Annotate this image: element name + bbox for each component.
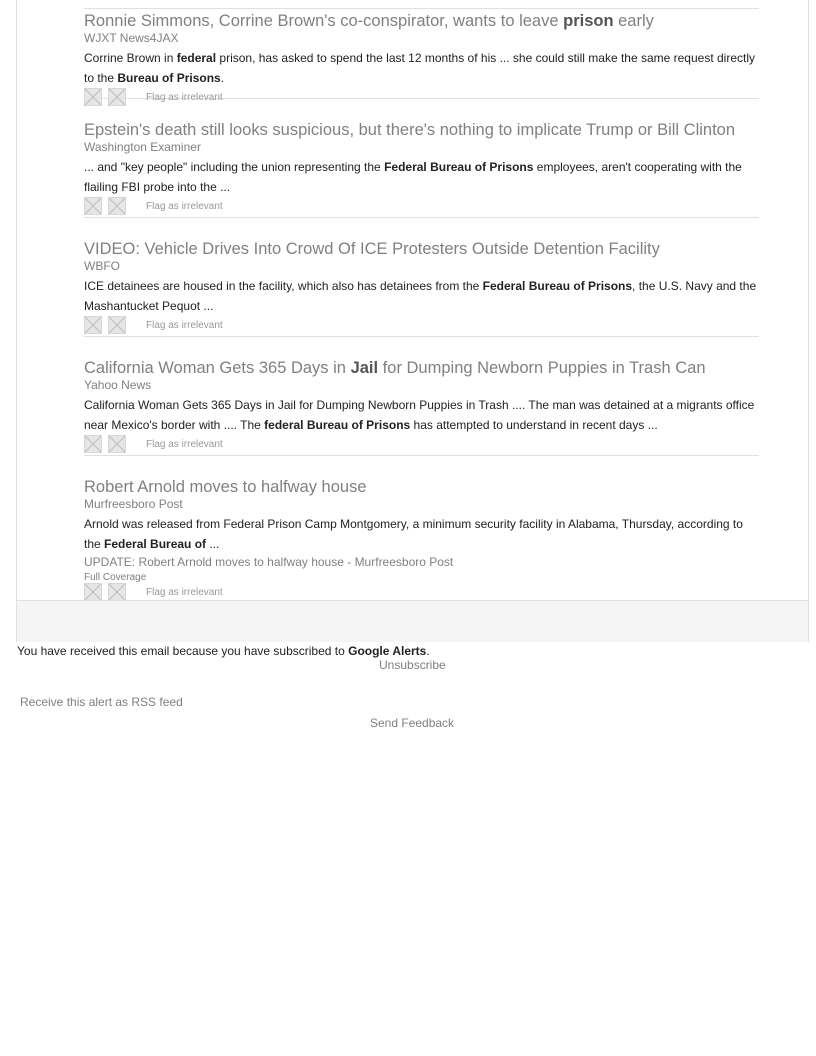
- highlighted-term: Federal Bureau of Prisons: [482, 279, 633, 293]
- flag-irrelevant-link[interactable]: Flag as irrelevant: [146, 586, 223, 598]
- result-actions: [84, 435, 759, 453]
- highlighted-term: Bureau of Prisons: [117, 71, 221, 85]
- thumbs-up-icon[interactable]: [84, 435, 102, 453]
- result-actions: [84, 197, 759, 215]
- notice-period: .: [426, 644, 430, 658]
- highlighted-term: federal: [176, 51, 217, 65]
- result-source: WJXT News4JAX: [84, 31, 179, 45]
- result-item: [84, 99, 759, 218]
- result-title[interactable]: VIDEO: Vehicle Drives Into Crowd Of ICE Protesters Outside Detention Facility: [84, 240, 660, 258]
- result-actions: [84, 583, 759, 601]
- result-source: Washington Examiner: [84, 140, 201, 154]
- result-source: WBFO: [84, 259, 120, 273]
- result-item: [84, 8, 759, 103]
- flag-irrelevant-link[interactable]: Flag as irrelevant: [146, 91, 223, 103]
- alerts-panel: [16, 0, 809, 642]
- result-source: Murfreesboro Post: [84, 497, 183, 511]
- full-coverage-link[interactable]: Full Coverage: [84, 572, 147, 583]
- thumbs-up-icon[interactable]: [84, 583, 102, 601]
- notice-text: You have received this email because you have subscribed to: [17, 644, 349, 658]
- result-title[interactable]: Robert Arnold moves to halfway house: [84, 478, 367, 496]
- google-alerts-label: Google Alerts: [348, 644, 427, 658]
- result-item: [84, 456, 759, 603]
- unsubscribe-link[interactable]: Unsubscribe: [379, 658, 446, 672]
- thumbs-down-icon[interactable]: [108, 316, 126, 334]
- result-item: [84, 218, 759, 337]
- related-article-link[interactable]: UPDATE: Robert Arnold moves to halfway house - Murfreesboro Post: [84, 555, 454, 569]
- result-source: Yahoo News: [84, 378, 152, 392]
- thumbs-down-icon[interactable]: [108, 435, 126, 453]
- flag-irrelevant-link[interactable]: Flag as irrelevant: [146, 319, 223, 331]
- thumbs-up-icon[interactable]: [84, 316, 102, 334]
- thumbs-down-icon[interactable]: [108, 583, 126, 601]
- subscription-notice: [17, 644, 430, 658]
- thumbs-up-icon[interactable]: [84, 197, 102, 215]
- thumbs-down-icon[interactable]: [108, 197, 126, 215]
- result-snippet: Arnold was released from Federal Prison Camp Montgomery, a minimum security facility in Alabama, Thursday, according to the Federal Bureau of ...: [84, 517, 743, 551]
- result-snippet: ... and "key people" including the union representing the Federal Bureau of Prisons employees, aren't cooperating with the flailing FBI probe into the ...: [84, 160, 742, 194]
- flag-irrelevant-link[interactable]: Flag as irrelevant: [146, 200, 223, 212]
- send-feedback-link[interactable]: Send Feedback: [370, 716, 455, 730]
- highlighted-term: Jail: [350, 359, 379, 377]
- result-snippet: ICE detainees are housed in the facility, which also has detainees from the Federal Bureau of Prisons, the U.S. Navy and the Mashantucket Pequot ...: [84, 279, 757, 313]
- result-title[interactable]: Ronnie Simmons, Corrine Brown's co-conspirator, wants to leave prison early: [84, 12, 654, 30]
- highlighted-term: federal Bureau of Prisons: [264, 418, 411, 432]
- result-actions: [84, 316, 759, 334]
- highlighted-term: prison: [563, 12, 614, 30]
- panel-footer-bar: [17, 600, 808, 642]
- result-title[interactable]: Epstein's death still looks suspicious, but there's nothing to implicate Trump or Bill Clinton: [84, 121, 736, 139]
- highlighted-term: Federal Bureau of: [104, 537, 207, 551]
- results-list: [84, 0, 759, 603]
- flag-irrelevant-link[interactable]: Flag as irrelevant: [146, 438, 223, 450]
- highlighted-term: Federal Bureau of Prisons: [384, 160, 534, 174]
- result-item: [84, 337, 759, 456]
- rss-feed-link[interactable]: Receive this alert as RSS feed: [20, 695, 183, 709]
- result-title[interactable]: California Woman Gets 365 Days in Jail for Dumping Newborn Puppies in Trash Can: [84, 359, 706, 377]
- result-snippet: California Woman Gets 365 Days in Jail for Dumping Newborn Puppies in Trash .... The man was detained at a migrants office near Mexico's border with .... The federal Bureau of Prisons has attempted to understand in recent days ...: [84, 398, 755, 432]
- result-snippet: Corrine Brown in federal prison, has asked to spend the last 12 months of his ... she could still make the same request directly to the Bureau of Prisons.: [84, 51, 756, 85]
